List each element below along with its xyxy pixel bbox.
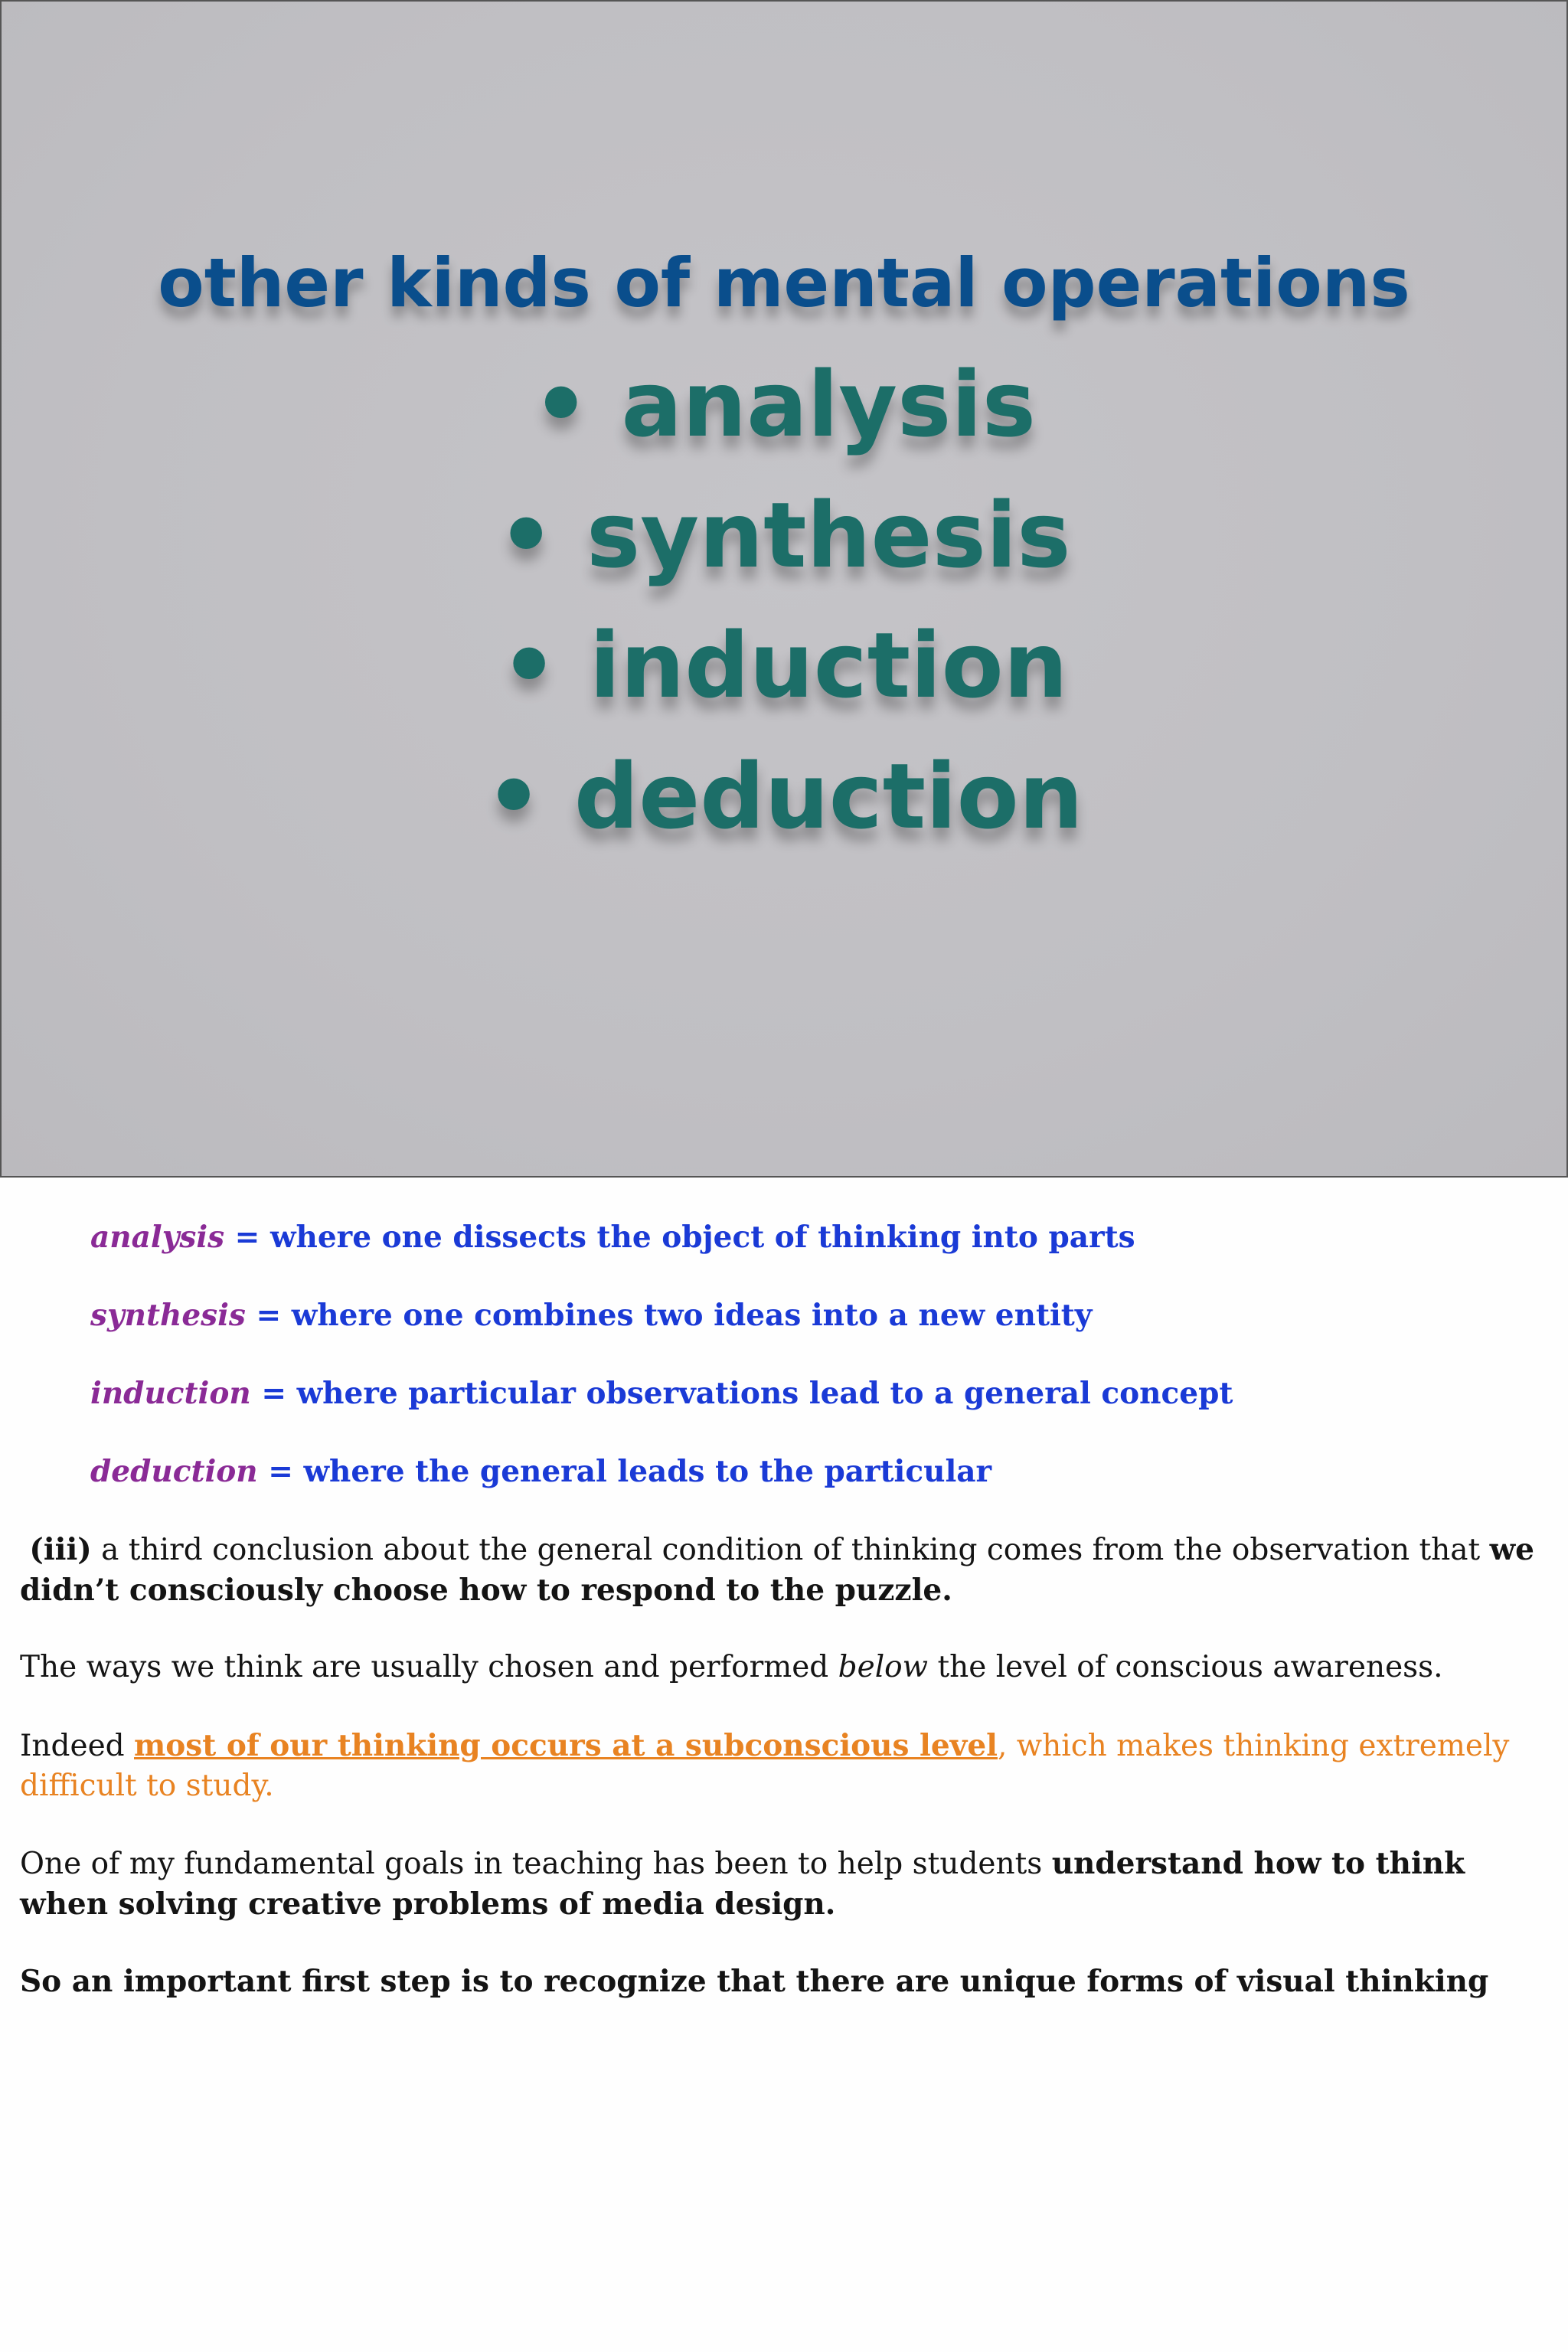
paragraph-ways-we-think — [20, 1648, 1544, 1687]
definition-analysis — [90, 1217, 1135, 1257]
subconscious-link[interactable]: most of our thinking occurs at a subconscious level — [134, 1728, 998, 1763]
paragraph-highlight: , which makes thinking extremely difficult to study. — [20, 1729, 1510, 1803]
paragraph-first-step — [20, 1962, 1544, 2002]
definition-induction — [90, 1374, 1233, 1413]
paragraph-text: The ways we think are usually chosen and performed — [20, 1650, 838, 1684]
paragraph-bold: we didn’t consciously choose how to respond to the puzzle. — [20, 1532, 1534, 1608]
paragraph-subconscious — [20, 1726, 1544, 1806]
paragraph-text: a third conclusion about the general condition of thinking comes from the observation that — [91, 1533, 1490, 1567]
definition-text: = where one combines two ideas into a new entity — [245, 1298, 1093, 1333]
definition-term: synthesis — [90, 1298, 246, 1333]
slide-title: other kinds of mental operations — [158, 243, 1410, 322]
definition-term: analysis — [90, 1220, 225, 1255]
definition-term: deduction — [90, 1454, 258, 1489]
paragraph-text: One of my fundamental goals in teaching has been to help students — [20, 1847, 1052, 1881]
paragraph-label: (iii) — [29, 1532, 92, 1567]
slide-bullet-analysis: • analysis — [531, 351, 1037, 457]
slide-bullet-synthesis: • synthesis — [497, 482, 1071, 588]
definition-deduction — [90, 1452, 991, 1491]
slide-bullet-deduction: • deduction — [485, 743, 1083, 849]
paragraph-italic: below — [838, 1650, 929, 1684]
paragraph-bold: understand how to think when solving creative problems of media design. — [20, 1846, 1465, 1922]
definition-synthesis — [90, 1295, 1092, 1335]
definition-text: = where the general leads to the particular — [257, 1454, 992, 1489]
definition-text: = where particular observations lead to a general concept — [250, 1376, 1233, 1411]
slide-bullet-induction: • induction — [500, 612, 1068, 718]
paragraph-text: Indeed — [20, 1729, 135, 1763]
paragraph-bold: So an important first step is to recognize that there are unique forms of visual thinking — [20, 1964, 1489, 1999]
definition-term: induction — [90, 1376, 251, 1411]
paragraph-text: the level of conscious awareness. — [928, 1650, 1443, 1684]
paragraph-third-conclusion — [20, 1530, 1544, 1611]
definition-text: = where one dissects the object of thinking into parts — [224, 1220, 1135, 1255]
paragraph-teaching-goals — [20, 1844, 1544, 1925]
